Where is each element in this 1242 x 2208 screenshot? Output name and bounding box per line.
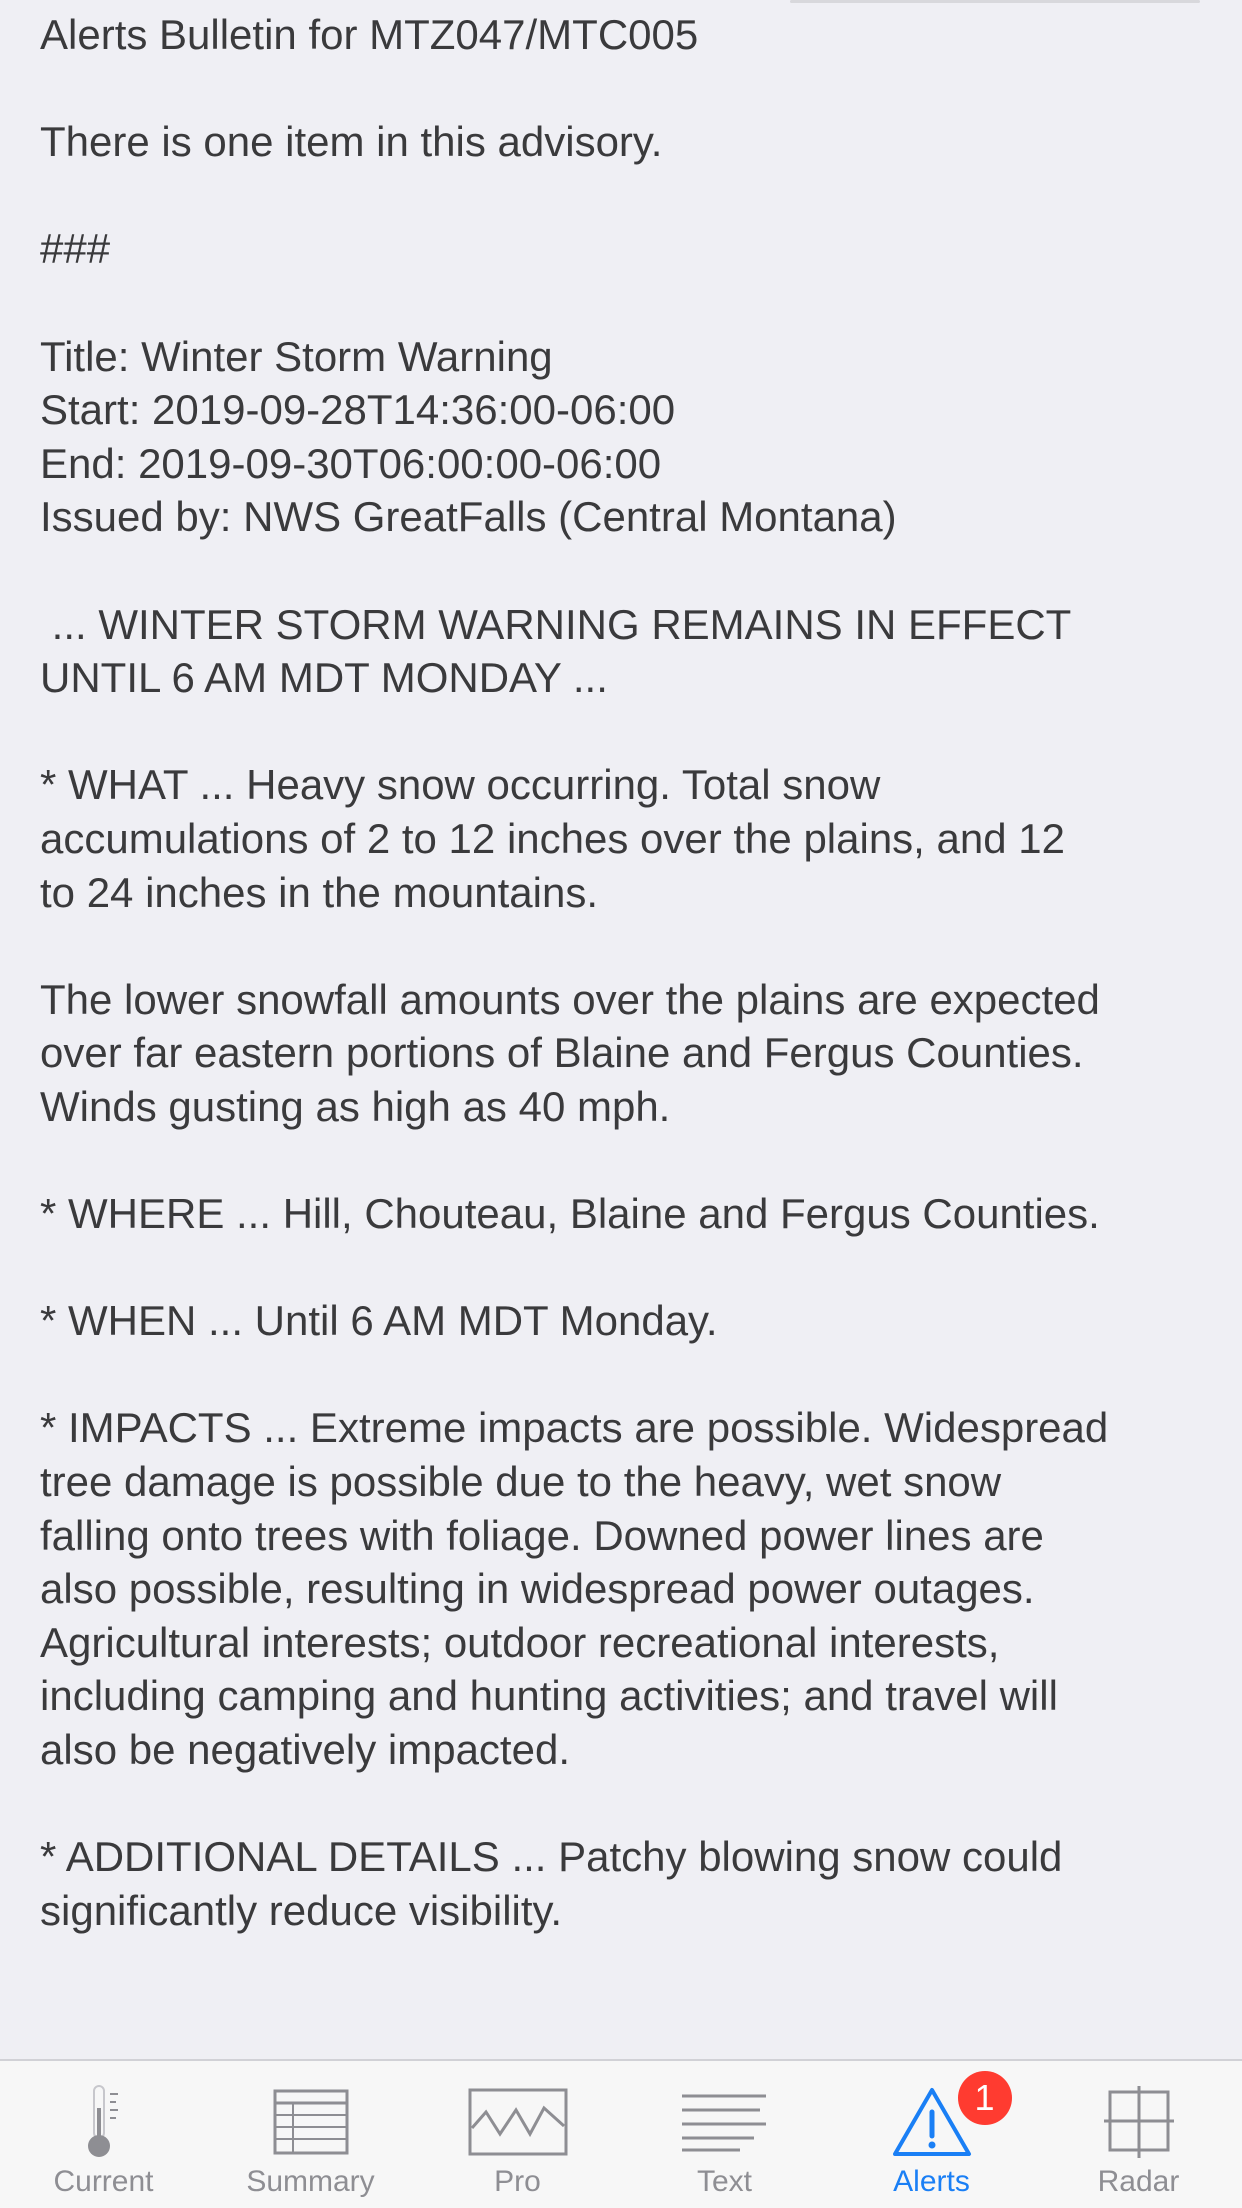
bulletin-line — [40, 169, 1210, 223]
bulletin-line: * ADDITIONAL DETAILS ... Patchy blowing snow could — [40, 1833, 1063, 1881]
bulletin-line — [40, 1133, 1210, 1187]
bulletin-line: Issued by: NWS GreatFalls (Central Montana) — [40, 493, 897, 541]
bulletin-line: Alerts Bulletin for MTZ047/MTC005 — [40, 11, 699, 58]
bulletin-line: UNTIL 6 AM MDT MONDAY ... — [40, 654, 608, 702]
tab-current-label: Current — [53, 2165, 154, 2198]
bulletin-line: ... WINTER STORM WARNING REMAINS IN EFFECT — [40, 600, 1072, 648]
tab-pro-label: Pro — [494, 2165, 541, 2198]
bulletin-line: significantly reduce visibility. — [40, 1886, 563, 1934]
bulletin-line: falling onto trees with foliage. Downed power lines are — [40, 1511, 1044, 1559]
thermometer-icon — [49, 2083, 159, 2161]
bulletin-line — [40, 62, 1210, 116]
bulletin-line: End: 2019-09-30T06:00:00-06:00 — [40, 439, 662, 487]
bulletin-line: including camping and hunting activities; and travel will — [40, 1672, 1058, 1720]
bulletin-line: over far eastern portions of Blaine and Fergus Counties. — [40, 1029, 1084, 1077]
bulletin-line — [40, 1241, 1210, 1295]
bulletin-line — [40, 1348, 1210, 1402]
alerts-bulletin-text — [40, 8, 1210, 1937]
bulletin-line — [40, 919, 1210, 973]
bulletin-line: Start: 2019-09-28T14:36:00-06:00 — [40, 386, 676, 434]
tab-radar-label: Radar — [1097, 2165, 1180, 2198]
tab-alerts[interactable] — [828, 2061, 1035, 2208]
tab-current[interactable] — [0, 2061, 207, 2208]
bulletin-line: Agricultural interests; outdoor recreational interests, — [40, 1618, 1000, 1666]
tab-text-label: Text — [696, 2165, 753, 2198]
tab-text[interactable] — [621, 2061, 828, 2208]
top-divider — [790, 0, 1200, 3]
bulletin-line: There is one item in this advisory. — [40, 118, 663, 166]
bulletin-line: accumulations of 2 to 12 inches over the plains, and 12 — [40, 814, 1065, 862]
bulletin-line: to 24 inches in the mountains. — [40, 868, 599, 916]
alerts-count-badge: 1 — [958, 2071, 1012, 2125]
tab-alerts-label: Alerts — [893, 2165, 970, 2198]
bulletin-line: The lower snowfall amounts over the plains are expected — [40, 975, 1100, 1023]
bulletin-line: also possible, resulting in widespread power outages. — [40, 1565, 1035, 1613]
bulletin-line — [40, 276, 1210, 330]
tab-pro[interactable] — [414, 2061, 621, 2208]
bulletin-line: * WHEN ... Until 6 AM MDT Monday. — [40, 1297, 718, 1345]
bulletin-line — [40, 544, 1210, 598]
graph-icon — [463, 2083, 573, 2161]
bulletin-line: ### — [40, 225, 111, 273]
table-icon — [256, 2083, 366, 2161]
tab-bar — [0, 2059, 1242, 2208]
tab-summary[interactable] — [207, 2061, 414, 2208]
grid-icon — [1084, 2083, 1194, 2161]
tab-summary-label: Summary — [246, 2165, 375, 2198]
bulletin-line: * WHERE ... Hill, Chouteau, Blaine and Fergus Counties. — [40, 1190, 1100, 1238]
bulletin-line — [40, 1777, 1210, 1831]
bulletin-line: Title: Winter Storm Warning — [40, 332, 553, 380]
text-lines-icon — [670, 2083, 780, 2161]
bulletin-line: * WHAT ... Heavy snow occurring. Total snow — [40, 761, 881, 809]
bulletin-line — [40, 705, 1210, 759]
bulletin-line: tree damage is possible due to the heavy, wet snow — [40, 1458, 1002, 1506]
bulletin-line: also be negatively impacted. — [40, 1726, 570, 1773]
tab-radar[interactable] — [1035, 2061, 1242, 2208]
bulletin-line: * IMPACTS ... Extreme impacts are possible. Widespread — [40, 1404, 1109, 1452]
bulletin-line: Winds gusting as high as 40 mph. — [40, 1082, 671, 1130]
